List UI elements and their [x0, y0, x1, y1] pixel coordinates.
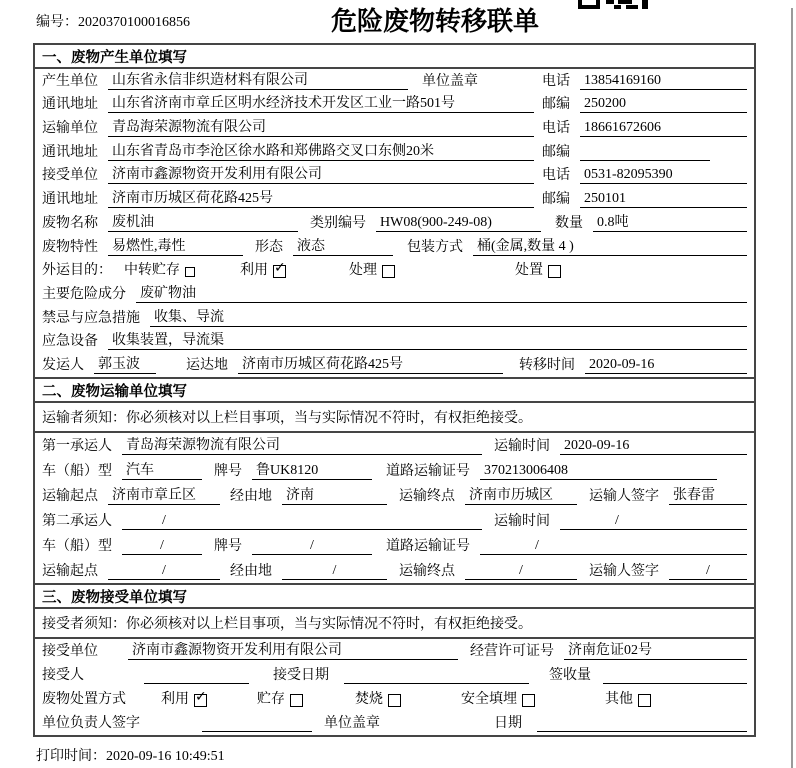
- purpose-option-treat: 处理: [349, 262, 395, 279]
- origin1-value: 济南市章丘区: [108, 487, 220, 505]
- equipment-label: 应急设备: [42, 334, 98, 350]
- print-time-label: 打印时间：: [36, 749, 106, 764]
- vehicle2-label: 车（船）型: [42, 539, 112, 554]
- row-route2: [35, 558, 754, 583]
- packing-label: 包装方式: [407, 239, 463, 255]
- document-number-label: 编号：: [36, 15, 78, 30]
- manifest-table: [33, 43, 756, 737]
- row-receiver: [35, 164, 754, 188]
- disposal-incinerate-checkbox: [388, 694, 401, 707]
- producer-address-value: 山东省济南市章丘区明水经济技术开发区工业一路501号: [108, 95, 534, 113]
- disposal-option-incinerate: 焚烧: [355, 691, 401, 708]
- treat-checkbox: [382, 265, 395, 278]
- quantity-label: 数量: [555, 215, 583, 231]
- transporter-value: 青岛海荣源物流有限公司: [108, 119, 534, 137]
- purpose-label: 外运目的：: [42, 263, 112, 279]
- disposal-store-checkbox: [290, 694, 303, 707]
- disposal-other-checkbox: [638, 694, 651, 707]
- first-carrier-label: 第一承运人: [42, 439, 112, 454]
- row-producer-address: [35, 93, 754, 117]
- row-accept-unit: [35, 639, 754, 663]
- hazard-label: 主要危险成分: [42, 286, 126, 302]
- utilize-checkbox: ✓: [274, 260, 286, 277]
- carrier-sign2-label: 运输人签字: [589, 564, 659, 579]
- receiver-address-value: 济南市历城区荷花路425号: [108, 190, 534, 208]
- road-permit2-label: 道路运输证号: [386, 539, 470, 554]
- receiver-zip-label: 邮编: [542, 192, 570, 208]
- disposal-label: 废物处置方式: [42, 692, 126, 707]
- road-permit1-label: 道路运输证号: [386, 464, 470, 479]
- plate2-label: 牌号: [214, 539, 242, 554]
- row-vehicle1: [35, 458, 754, 483]
- waste-name-label: 废物名称: [42, 215, 98, 231]
- row-hazard-component: [35, 282, 754, 306]
- shipper-label: 发运人: [42, 357, 84, 373]
- transfer-storage-checkbox: [185, 267, 195, 277]
- origin1-label: 运输起点: [42, 489, 98, 504]
- disposal-utilize-checkbox: ✓: [195, 689, 207, 705]
- page-title: 危险废物转移联单: [331, 6, 540, 36]
- receiver-address-label: 通讯地址: [42, 192, 98, 208]
- transfer-time-label: 转移时间: [519, 357, 575, 373]
- transporter-address-value: 山东省青岛市李沧区徐水路和郑佛路交叉口东侧20米: [108, 143, 534, 161]
- vehicle2-value: /: [122, 537, 202, 555]
- transporter-zip-value: [580, 144, 710, 161]
- producer-zip-value: 250200: [580, 95, 747, 113]
- producer-phone-value: 13854169160: [580, 72, 747, 90]
- plate2-value: /: [252, 537, 372, 555]
- end2-label: 运输终点: [399, 564, 455, 579]
- receiver-label: 接受单位: [42, 168, 98, 184]
- second-carrier-label: 第二承运人: [42, 514, 112, 529]
- road-permit1-value: 370213006408: [480, 462, 717, 480]
- row-taboo-measures: [35, 306, 754, 330]
- row-first-carrier: [35, 433, 754, 458]
- row-second-carrier: [35, 508, 754, 533]
- accept-date-label: 接受日期: [273, 668, 329, 683]
- receiver-value: 济南市鑫源物资开发利用有限公司: [108, 166, 534, 184]
- property-label: 废物特性: [42, 239, 98, 255]
- acceptor-label: 接受人: [42, 668, 84, 683]
- qr-code-icon: [578, 0, 648, 9]
- row-transporter-address: [35, 140, 754, 164]
- category-value: HW08(900-249-08): [376, 214, 541, 232]
- row-transfer-purpose: [35, 259, 754, 283]
- row-emergency-equipment: [35, 330, 754, 354]
- via2-label: 经由地: [230, 564, 272, 579]
- purpose-option-utilize: 利用 ✓: [240, 260, 286, 279]
- producer-address-label: 通讯地址: [42, 97, 98, 113]
- license-label: 经营许可证号: [470, 644, 554, 659]
- form-label: 形态: [255, 239, 283, 255]
- category-label: 类别编号: [310, 215, 366, 231]
- row-waste-property: [35, 235, 754, 259]
- accept-date-value: [344, 667, 529, 684]
- sign-date-label: 日期: [494, 716, 522, 731]
- quantity-value: 0.8吨: [593, 214, 747, 232]
- receiver-phone-value: 0531-82095390: [580, 166, 747, 184]
- section3-rows: [35, 639, 754, 735]
- section2-notice: 运输者须知：你必须核对以上栏目事项，当与实际情况不符时，有权拒绝接受。: [35, 403, 754, 433]
- section3-notice: 接受者须知：你必须核对以上栏目事项，当与实际情况不符时，有权拒绝接受。: [35, 609, 754, 639]
- waste-name-value: 废机油: [108, 214, 298, 232]
- via1-label: 经由地: [230, 489, 272, 504]
- producer-seal-label: 单位盖章: [422, 73, 478, 89]
- end1-value: 济南市历城区: [465, 487, 577, 505]
- transport-time2-label: 运输时间: [494, 514, 550, 529]
- row-acceptor: [35, 663, 754, 687]
- receiver-zip-value: 250101: [580, 190, 747, 208]
- row-shipper: [35, 353, 754, 377]
- destination-value: 济南市历城区荷花路425号: [238, 356, 503, 374]
- acceptor-value: [144, 667, 249, 684]
- carrier-sign1-label: 运输人签字: [589, 489, 659, 504]
- row-receiver-address: [35, 187, 754, 211]
- disposal-option-other: 其他: [605, 691, 651, 708]
- taboo-label: 禁忌与应急措施: [42, 310, 140, 326]
- page-edge-line: [791, 8, 793, 768]
- plate1-label: 牌号: [214, 464, 242, 479]
- section3-heading: 三、废物接受单位填写: [35, 583, 754, 609]
- destination-label: 运达地: [186, 357, 228, 373]
- vehicle1-label: 车（船）型: [42, 464, 112, 479]
- row-transporter: [35, 116, 754, 140]
- packing-value: 桶(金属,数量 4 ): [473, 238, 747, 256]
- transporter-address-label: 通讯地址: [42, 144, 98, 160]
- disposal-option-store: 贮存: [257, 691, 303, 708]
- hazard-value: 废矿物油: [136, 285, 747, 303]
- transport-time2-value: /: [560, 512, 747, 530]
- origin2-label: 运输起点: [42, 564, 98, 579]
- transport-time1-label: 运输时间: [494, 439, 550, 454]
- producer-zip-label: 邮编: [542, 97, 570, 113]
- row-manager-sign: [35, 711, 754, 735]
- license-value: 济南危证02号: [564, 642, 747, 660]
- end2-value: /: [465, 562, 577, 580]
- disposal-option-utilize: 利用 ✓: [161, 689, 207, 707]
- purpose-option-transfer-storage: 中转贮存: [124, 262, 195, 279]
- print-time: [36, 745, 225, 765]
- carrier-sign2-value: /: [669, 562, 747, 580]
- section1-rows: [35, 69, 754, 377]
- sign-date-value: [537, 715, 747, 732]
- dispose-checkbox: [548, 265, 561, 278]
- section1-heading: 一、废物产生单位填写: [35, 45, 754, 69]
- section2-heading: 二、废物运输单位填写: [35, 377, 754, 403]
- row-vehicle2: [35, 533, 754, 558]
- disposal-landfill-checkbox: [522, 694, 535, 707]
- via1-value: 济南: [282, 487, 387, 505]
- road-permit2-value: /: [480, 537, 747, 555]
- taboo-value: 收集、导流: [150, 309, 747, 327]
- property-value: 易燃性,毒性: [108, 238, 243, 256]
- transporter-phone-label: 电话: [542, 121, 570, 137]
- producer-phone-label: 电话: [542, 73, 570, 89]
- accept-unit-label: 接受单位: [42, 644, 98, 659]
- row-waste-name: [35, 211, 754, 235]
- row-disposal-method: [35, 687, 754, 711]
- producer-label: 产生单位: [42, 73, 98, 89]
- second-carrier-value: /: [122, 512, 482, 530]
- transporter-label: 运输单位: [42, 121, 98, 137]
- transporter-phone-value: 18661672606: [580, 119, 747, 137]
- first-carrier-value: 青岛海荣源物流有限公司: [122, 437, 482, 455]
- transport-time1-value: 2020-09-16: [560, 437, 747, 455]
- plate1-value: 鲁UK8120: [252, 462, 372, 480]
- purpose-option-dispose: 处置: [515, 262, 561, 279]
- transporter-zip-label: 邮编: [542, 144, 570, 160]
- via2-value: /: [282, 562, 387, 580]
- vehicle1-value: 汽车: [122, 462, 202, 480]
- end1-label: 运输终点: [399, 489, 455, 504]
- document-number: [36, 11, 190, 31]
- shipper-value: 郭玉波: [94, 356, 156, 374]
- disposal-option-landfill: 安全填埋: [461, 691, 535, 708]
- sign-qty-label: 签收量: [549, 668, 591, 683]
- sign-qty-value: [603, 667, 747, 684]
- equipment-value: 收集装置，导流渠: [108, 332, 747, 350]
- form-value: 液态: [293, 238, 393, 256]
- carrier-sign1-value: 张春雷: [669, 487, 747, 505]
- accept-unit-value: 济南市鑫源物资开发利用有限公司: [128, 642, 458, 660]
- row-route1: [35, 483, 754, 508]
- receiver-phone-label: 电话: [542, 168, 570, 184]
- manager-sign-label: 单位负责人签字: [42, 716, 140, 731]
- document-number-value: 2020370100016856: [78, 15, 190, 30]
- transfer-time-value: 2020-09-16: [585, 356, 747, 374]
- origin2-value: /: [108, 562, 220, 580]
- print-time-value: 2020-09-16 10:49:51: [106, 749, 225, 764]
- row-producer: [35, 69, 754, 93]
- manager-sign-value: [202, 715, 312, 732]
- section2-rows: [35, 433, 754, 583]
- producer-value: 山东省永信非织造材料有限公司: [108, 72, 408, 90]
- unit-seal-label: 单位盖章: [324, 716, 380, 731]
